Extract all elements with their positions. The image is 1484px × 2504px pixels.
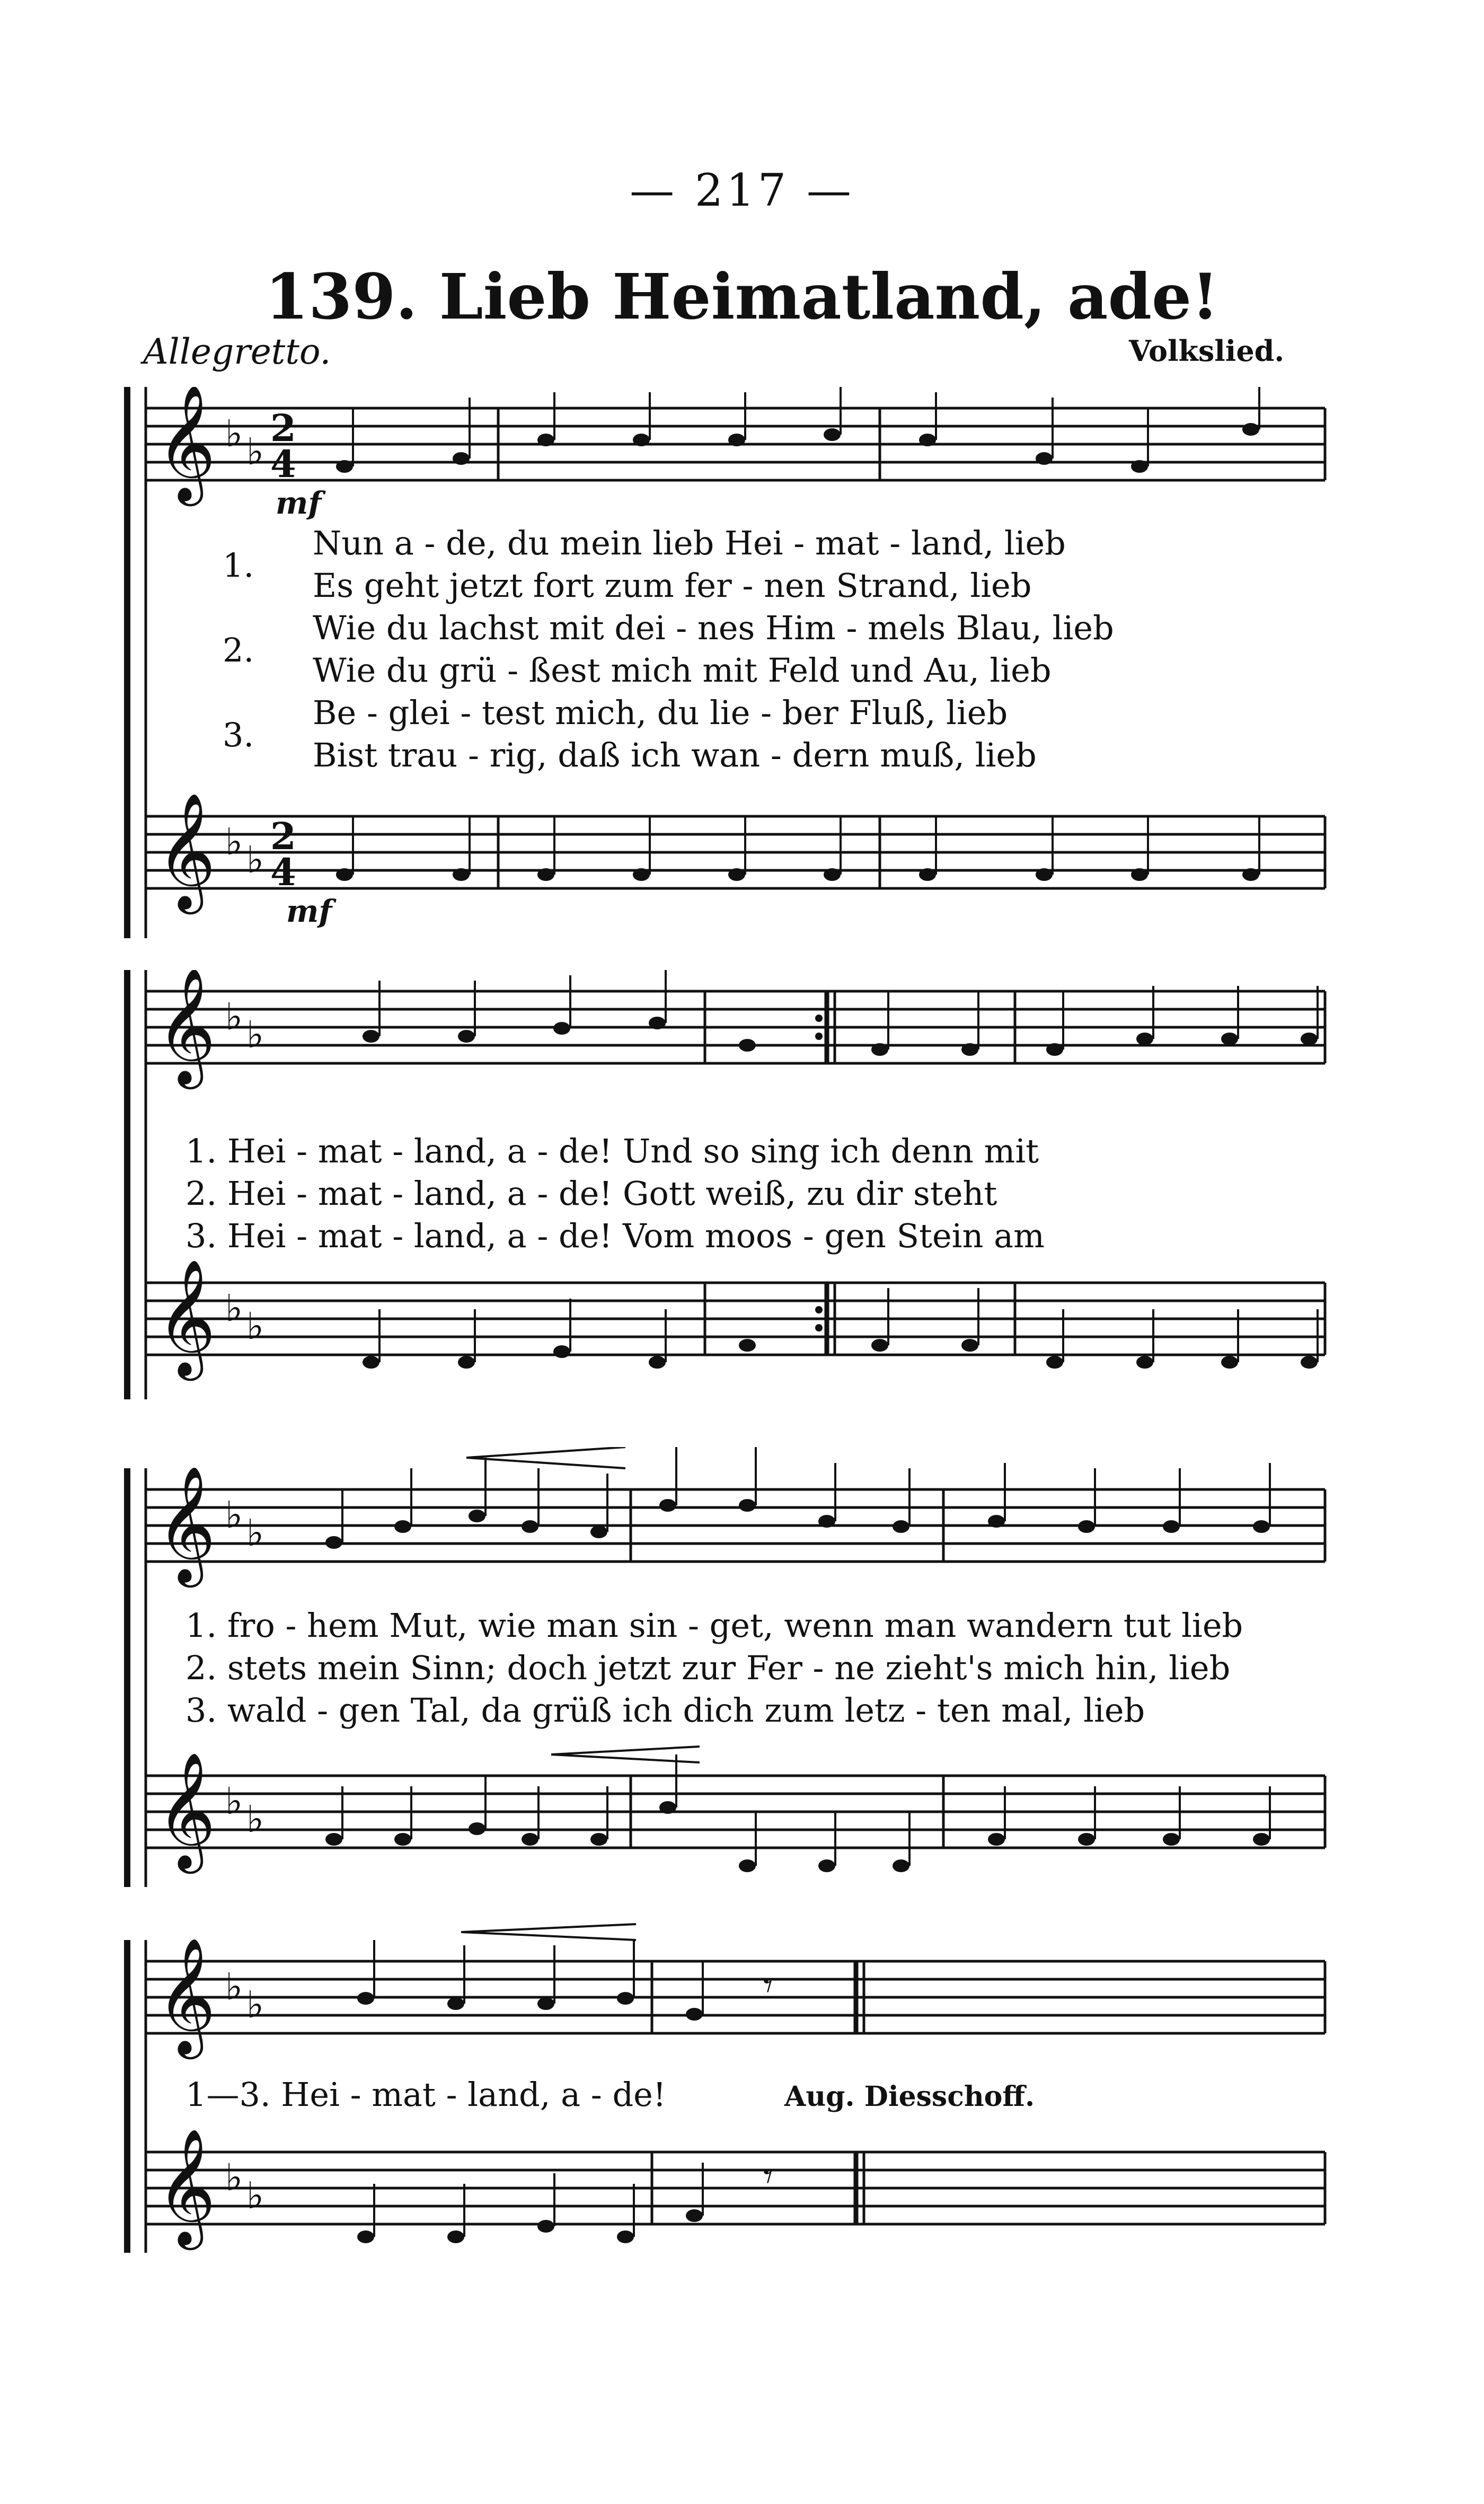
- svg-text:♭: ♭: [225, 1286, 243, 1330]
- lyric-line: 1. fro - hem Mut, wie man sin - get, wenn man wandern tut lieb: [186, 1606, 1243, 1645]
- dynamic-mark-top: mf: [276, 485, 322, 521]
- tempo-marking: Allegretto.: [143, 331, 331, 372]
- verse-number-3: 3.: [223, 716, 254, 754]
- svg-text:𝄾: 𝄾: [763, 1964, 773, 2007]
- lyric-line: Wie du lachst mit dei - nes Him - mels Blau, lieb: [313, 609, 1114, 647]
- svg-text:♭: ♭: [225, 1493, 243, 1537]
- svg-text:♭: ♭: [225, 820, 243, 863]
- lyric-line: Wie du grü - ßest mich mit Feld und Au, lieb: [313, 651, 1052, 690]
- svg-text:♭: ♭: [246, 1511, 264, 1555]
- arranger-credit: Aug. Diesschoff.: [784, 2080, 1035, 2113]
- svg-text:♭: ♭: [246, 430, 264, 473]
- svg-text:♭: ♭: [225, 1965, 243, 2008]
- music-system-4: [95, 1919, 1336, 2258]
- svg-text:♭: ♭: [225, 1779, 243, 1823]
- svg-text:2: 2: [270, 814, 296, 858]
- svg-text:♭: ♭: [246, 1797, 264, 1841]
- lyric-line: 2. Hei - mat - land, a - de! Gott weiß, zu dir steht: [186, 1174, 997, 1213]
- svg-text:𝄞: 𝄞: [156, 1937, 216, 2054]
- svg-text:♭: ♭: [225, 995, 243, 1038]
- page-number: — 217 —: [630, 164, 854, 216]
- music-system-3: [95, 1447, 1336, 1892]
- genre-label: Volkslied.: [1129, 334, 1285, 368]
- music-system-1: [95, 387, 1336, 944]
- lyric-line: 3. wald - gen Tal, da grüß ich dich zum letz - ten mal, lieb: [186, 1691, 1145, 1730]
- svg-text:𝄾: 𝄾: [763, 2155, 773, 2198]
- svg-text:𝄞: 𝄞: [156, 1258, 216, 1376]
- svg-text:𝄞: 𝄞: [156, 792, 216, 909]
- song-title: 139. Lieb Heimatland, ade!: [265, 260, 1219, 333]
- lyric-line: 1—3. Hei - mat - land, a - de!: [186, 2075, 666, 2114]
- svg-text:𝄞: 𝄞: [156, 1751, 216, 1868]
- lyric-line: 3. Hei - mat - land, a - de! Vom moos - gen Stein am: [186, 1216, 1045, 1255]
- svg-text:𝄞: 𝄞: [156, 1465, 216, 1582]
- svg-text:♭: ♭: [225, 412, 243, 455]
- svg-text:2: 2: [270, 406, 296, 450]
- svg-text:𝄞: 𝄞: [156, 970, 216, 1084]
- svg-text:4: 4: [270, 850, 296, 894]
- lyric-line: Be - glei - test mich, du lie - ber Fluß, lieb: [313, 693, 1008, 732]
- lyric-line: 1. Hei - mat - land, a - de! Und so sing ich denn mit: [186, 1132, 1039, 1170]
- svg-text:♭: ♭: [246, 2174, 264, 2217]
- svg-text:♭: ♭: [246, 1983, 264, 2026]
- svg-text:♭: ♭: [246, 838, 264, 881]
- svg-text:♭: ♭: [246, 1304, 264, 1348]
- lyric-line: Bist trau - rig, daß ich wan - dern muß, lieb: [313, 736, 1037, 774]
- svg-text:♭: ♭: [246, 1013, 264, 1056]
- svg-text:♭: ♭: [225, 2156, 243, 2199]
- verse-number-2: 2.: [223, 631, 254, 669]
- lyric-line: 2. stets mein Sinn; doch jetzt zur Fer - ne zieht's mich hin, lieb: [186, 1648, 1231, 1687]
- lyric-line: Es geht jetzt fort zum fer - nen Strand, lieb: [313, 566, 1032, 605]
- svg-text:𝄞: 𝄞: [156, 387, 216, 501]
- lyric-line: Nun a - de, du mein lieb Hei - mat - land, lieb: [313, 524, 1066, 562]
- music-system-2: [95, 970, 1336, 1405]
- dynamic-mark-bottom: mf: [286, 893, 332, 929]
- verse-number-1: 1.: [223, 546, 254, 585]
- svg-text:𝄞: 𝄞: [156, 2128, 216, 2245]
- svg-text:4: 4: [270, 442, 296, 486]
